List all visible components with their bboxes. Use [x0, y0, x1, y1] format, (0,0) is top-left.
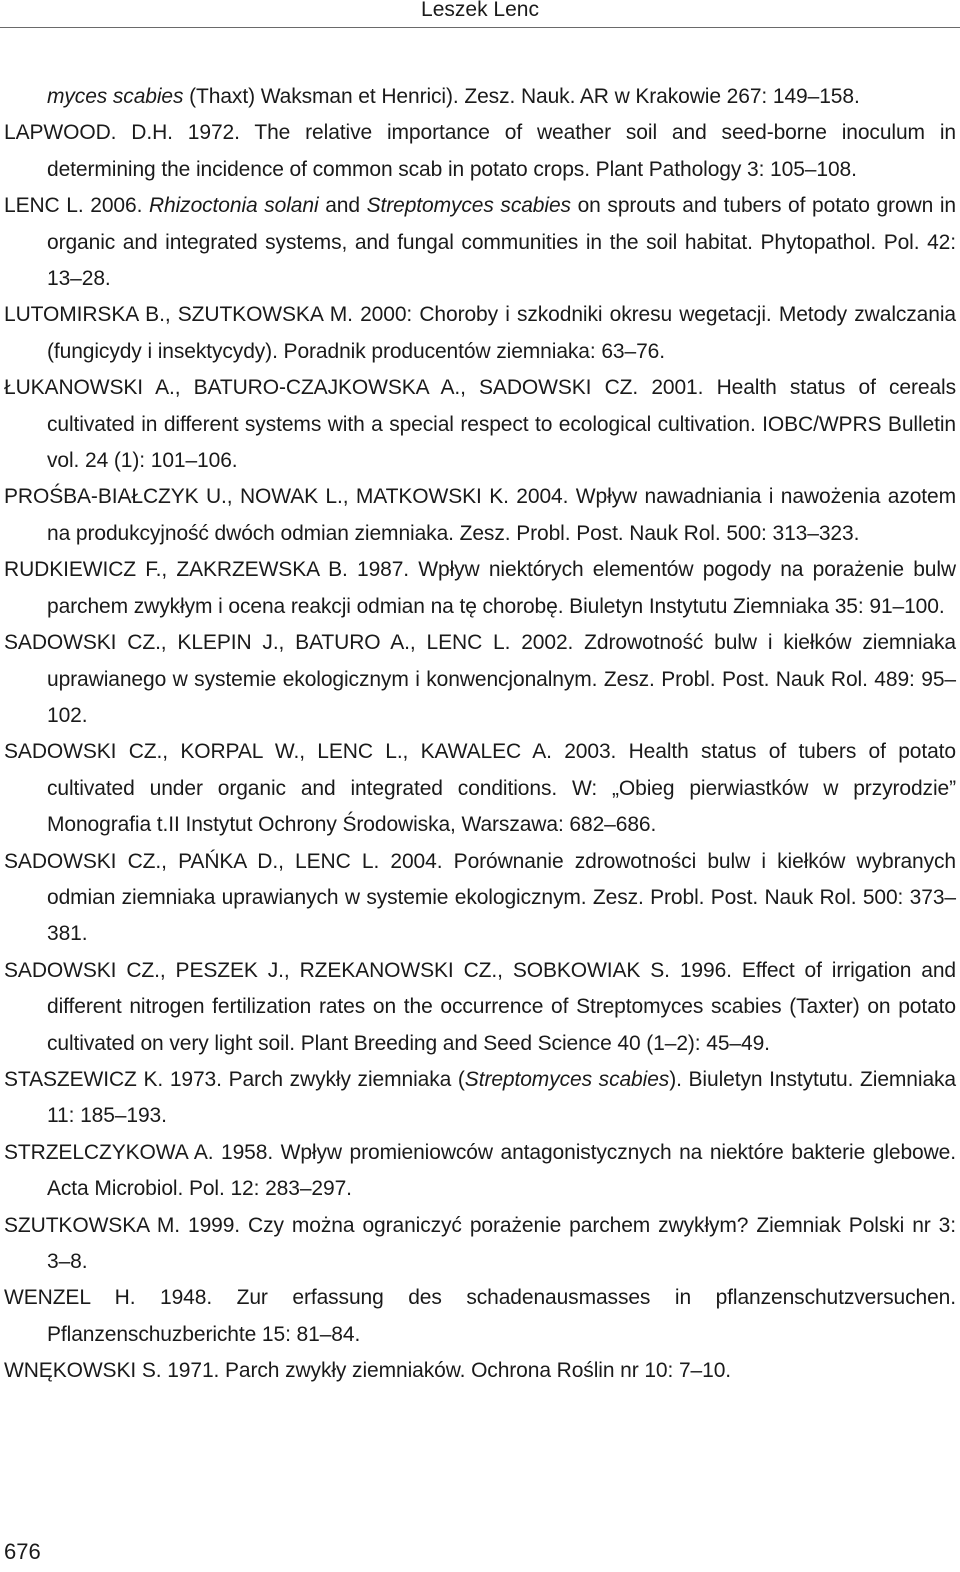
ref-lukanowski [4, 370, 956, 479]
italic-taxon: Streptomyces scabies [464, 1067, 670, 1091]
header-divider [0, 27, 960, 28]
reference-text: (Thaxt) Waksman et Henrici). Zesz. Nauk. AR w Krakowie 267: 149–158. [183, 85, 860, 108]
reference-text: on sprouts and tubers of potato grown in organic and integrated systems, and fungal communities in the soil habitat. Phytopathol. Pol. 42: 13–28. [47, 194, 956, 291]
reference-text: SADOWSKI CZ., KLEPIN J., BATURO A., LENC L. 2002. Zdrowotność bulw i kiełków ziemniaka uprawianego w systemie ekologicznym i konwencjonalnym. Zesz. Probl. Post. Nauk Rol. 489: 95–102. [4, 631, 956, 727]
ref-sadowski-2002 [4, 625, 956, 734]
ref-wenzel [4, 1280, 956, 1353]
italic-taxon: myces scabies [47, 85, 184, 108]
reference-text: and [318, 194, 367, 218]
reference-text: RUDKIEWICZ F., ZAKRZEWSKA B. 1987. Wpływ niektórych elementów pogody na porażenie bulw parchem zwykłym i ocena reakcji odmian na tę chorobę. Biuletyn Instytutu Ziemniaka 35: 91–100. [4, 558, 956, 618]
ref-prosba [4, 479, 956, 552]
ref-wnekowski [4, 1353, 956, 1389]
reference-text: STRZELCZYKOWA A. 1958. Wpływ promieniowców antagonistycznych na niektóre bakterie glebowe. Acta Microbiol. Pol. 12: 283–297. [4, 1140, 956, 1201]
ref-strzelczykowa [4, 1135, 956, 1208]
reference-text: STASZEWICZ K. 1973. Parch zwykły ziemniaka ( [4, 1067, 465, 1091]
running-head-author: Leszek Lenc [421, 0, 539, 21]
reference-text: SADOWSKI CZ., KORPAL W., LENC L., KAWALEC A. 2003. Health status of tubers of potato cultivated under organic and integrated conditions. W: „Obieg pierwiastków w przyrodzie” Monografia t.II Instytut Ochrony Środowiska, Warszawa: 682–686. [4, 740, 956, 837]
page-number: 676 [4, 1539, 41, 1564]
ref-sadowski-1996 [4, 953, 956, 1062]
italic-taxon: Rhizoctonia solani [148, 194, 319, 218]
reference-text: WNĘKOWSKI S. 1971. Parch zwykły ziemniaków. Ochrona Roślin nr 10: 7–10. [4, 1359, 732, 1383]
ref-lenc [4, 188, 956, 297]
ref-staszewicz [4, 1062, 956, 1135]
ref-szutkowska [4, 1208, 956, 1281]
reference-text: LENC L. 2006. [4, 194, 149, 218]
ref-rudkiewicz [4, 552, 956, 625]
reference-text: PROŚBA-BIAŁCZYK U., NOWAK L., MATKOWSKI K. 2004. Wpływ nawadniania i nawożenia azotem na produkcyjność dwóch odmian ziemniaka. Zesz. Probl. Post. Nauk Rol. 500: 313–323. [4, 485, 956, 545]
ref-lutomirska [4, 297, 956, 370]
ref-continued [4, 79, 956, 115]
reference-text: LUTOMIRSKA B., SZUTKOWSKA M. 2000: Choroby i szkodniki okresu wegetacji. Metody zwalczania (fungicydy i insektycydy). Poradnik producentów ziemniaka: 63–76. [4, 303, 956, 363]
reference-text: WENZEL H. 1948. Zur erfassung des schadenausmasses in pflanzenschutzversuchen. Pflanzenschuzberichte 15: 81–84. [4, 1286, 956, 1346]
reference-text: SADOWSKI CZ., PAŃKA D., LENC L. 2004. Porównanie zdrowotności bulw i kiełków wybranych odmian ziemniaka uprawianych w systemie ekologicznym. Zesz. Probl. Post. Nauk Rol. 500: 373–381. [4, 849, 956, 946]
italic-taxon: Streptomyces scabies [366, 194, 571, 218]
reference-text: SZUTKOWSKA M. 1999. Czy można ograniczyć porażenie parchem zwykłym? Ziemniak Polski nr 3: 3–8. [4, 1213, 956, 1273]
reference-list [4, 79, 956, 1390]
ref-sadowski-2003 [4, 734, 956, 843]
reference-text: ). Biuletyn Instytutu. Ziemniaka 11: 185–193. [47, 1067, 957, 1128]
reference-text: SADOWSKI CZ., PESZEK J., RZEKANOWSKI CZ., SOBKOWIAK S. 1996. Effect of irrigation and different nitrogen fertilization rates on the occurrence of Streptomyces scabies (Taxter) on potato cultivated on very light soil. Plant Breeding and Seed Science 40 (1–2): 45–49. [4, 958, 956, 1055]
reference-text: ŁUKANOWSKI A., BATURO-CZAJKOWSKA A., SADOWSKI CZ. 2001. Health status of cereals cultivated in different systems with a special respect to ecological cultivation. IOBC/WPRS Bulletin vol. 24 (1): 101–106. [4, 376, 956, 473]
ref-lapwood [4, 115, 956, 188]
ref-sadowski-2004 [4, 844, 956, 953]
reference-text: LAPWOOD. D.H. 1972. The relative importance of weather soil and seed-borne inoculum in determining the incidence of common scab in potato crops. Plant Pathology 3: 105–108. [4, 121, 956, 181]
